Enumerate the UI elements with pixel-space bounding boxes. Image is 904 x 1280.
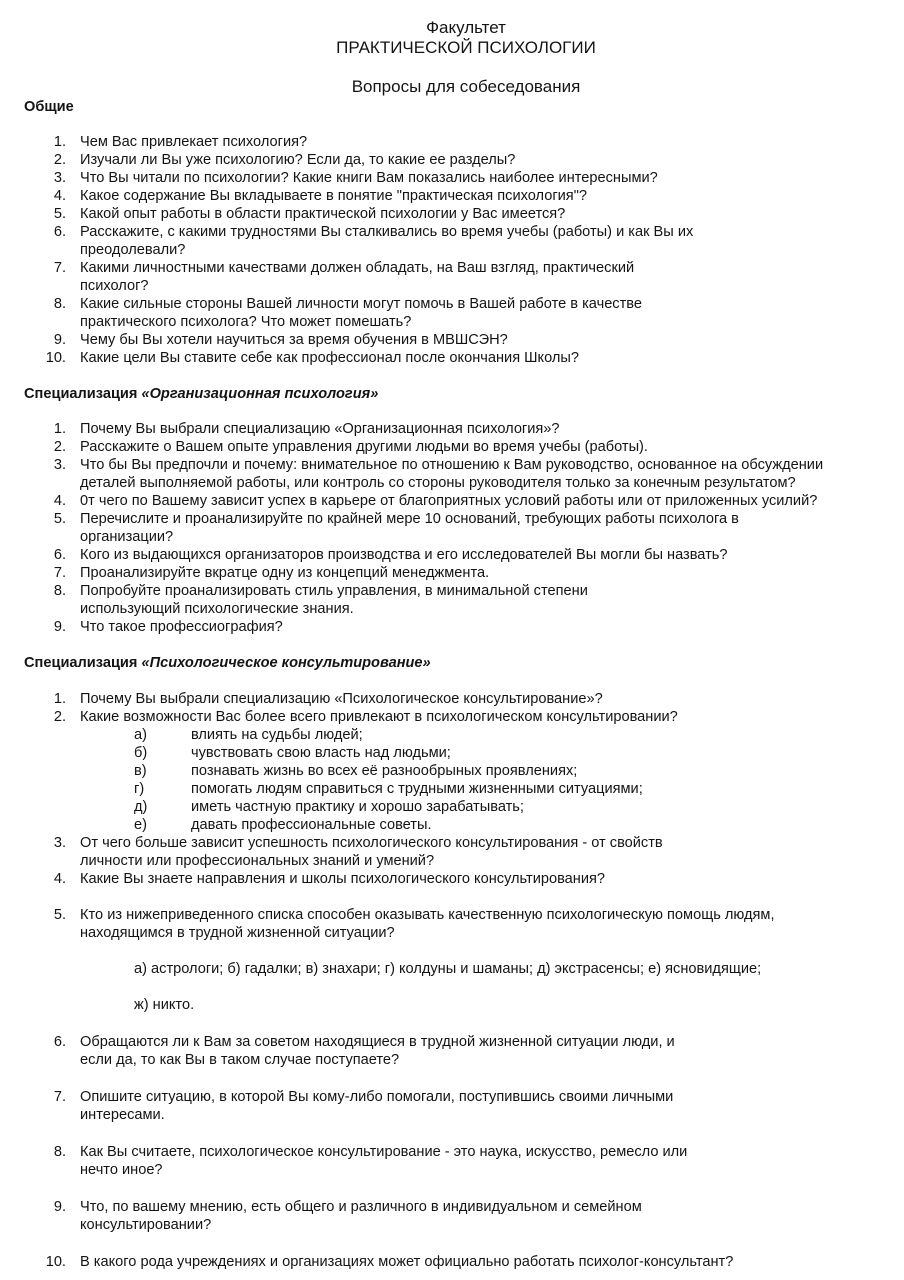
list-item: 1. Почему Вы выбрали специализацию «Организационная психология»? (53, 421, 560, 437)
consult-questions-list-end (24, 1033, 880, 1271)
option-item: г) помогать людям справиться с трудными жизненными ситуациями; (134, 781, 643, 797)
section-consult-title: Специализация «Психологическое консультирование» (24, 655, 431, 671)
list-item: 1. Почему Вы выбрали специализацию «Психологическое консультирование»? (53, 691, 603, 707)
option-item: д) иметь частную практику и хорошо зарабатывать; (134, 799, 524, 815)
list-item: 5. Кто из нижеприведенного списка способен оказывать качественную психологическую помощь людям, находящимся в трудной жизненной ситуации? (53, 907, 775, 941)
department-heading: ПРАКТИЧЕСКОЙ ПСИХОЛОГИИ (336, 38, 596, 57)
faculty-heading: Факультет (426, 18, 506, 37)
list-item: 3. Что бы Вы предпочли и почему: внимательное по отношению к Вам руководство, основанное на обсуждении деталей выполняемой работы, или контроль со стороны руководителя только за конечным результатом? (53, 457, 824, 491)
section-org-title: Специализация «Организационная психология» (24, 386, 379, 402)
list-item: 6. Обращаются ли к Вам за советом находящиеся в трудной жизненной ситуации люди, и если да, то как Вы в таком случае поступаете? (53, 1034, 675, 1068)
list-item: 3. От чего больше зависит успешность психологического консультирования - от свойств личности или профессиональных знаний и умений? (53, 835, 663, 869)
option-item: е) давать профессиональные советы. (134, 817, 432, 833)
org-questions-list (24, 420, 880, 636)
list-item: 1. Чем Вас привлекает психология? (53, 134, 308, 150)
consult-questions-list-cont (24, 834, 880, 942)
list-item: 2. Изучали ли Вы уже психологию? Если да, то какие ее разделы? (53, 152, 516, 168)
list-item: 9. Что такое профессиография? (53, 619, 283, 635)
list-item: 7. Какими личностными качествами должен обладать, на Ваш взгляд, практический психолог? (53, 260, 635, 294)
general-questions-list (24, 133, 880, 367)
list-item: 3. Что Вы читали по психологии? Какие книги Вам показались наиболее интересными? (53, 170, 658, 186)
list-item: 6. Расскажите, с какими трудностями Вы сталкивались во время учебы (работы) и как Вы их преодолевали? (53, 224, 694, 258)
list-item: 7. Проанализируйте вкратце одну из концепций менеджмента. (53, 565, 490, 581)
list-item: 4. 0т чего по Вашему зависит успех в карьере от благоприятных условий работы или от приложенных усилий? (53, 493, 818, 509)
section-general-title: Общие (24, 99, 74, 115)
list-item: 6. Кого из выдающихся организаторов производства и его исследователей Вы могли бы назвать? (53, 547, 728, 563)
q5-option-last: ж) никто. (134, 997, 195, 1013)
list-item: 9. Чему бы Вы хотели научиться за время обучения в МВШСЭН? (53, 332, 508, 348)
list-item: 5. Какой опыт работы в области практической психологии у Вас имеется? (53, 206, 566, 222)
list-item: 9. Что, по вашему мнению, есть общего и различного в индивидуальном и семейном консультировании? (53, 1199, 642, 1233)
consult-questions-list (24, 690, 880, 726)
list-item: 8. Как Вы считаете, психологическое консультирование - это наука, искусство, ремесло или нечто иное? (53, 1144, 688, 1178)
list-item: 7. Опишите ситуацию, в которой Вы кому-либо помогали, поступившись своими личными интересами. (53, 1089, 674, 1123)
list-item: 4. Какое содержание Вы вкладываете в понятие "практическая психология"? (53, 188, 588, 204)
list-item: 4. Какие Вы знаете направления и школы психологического консультирования? (53, 871, 606, 887)
option-item: а) влиять на судьбы людей; (134, 727, 363, 743)
q5-options-line: а) астрологи; б) гадалки; в) знахари; г) колдуны и шаманы; д) экстрасенсы; е) ясновидящие; (134, 961, 762, 977)
document-subtitle: Вопросы для собеседования (351, 77, 581, 96)
list-item: 2. Какие возможности Вас более всего привлекают в психологическом консультировании? (53, 709, 678, 725)
list-item: 8. Попробуйте проанализировать стиль управления, в минимальной степени использующий психологические знания. (53, 583, 588, 617)
option-item: б) чувствовать свою власть над людьми; (134, 745, 451, 761)
option-item: в) познавать жизнь во всех её разнообрыных проявлениях; (134, 763, 578, 779)
list-item: 10. Какие цели Вы ставите себе как профессионал после окончания Школы? (45, 350, 579, 366)
list-item: 2. Расскажите о Вашем опыте управления другими людьми во время учебы (работы). (53, 439, 648, 455)
list-item: 8. Какие сильные стороны Вашей личности могут помочь в Вашей работе в качестве практического психолога? Что может помешать? (53, 296, 642, 330)
q2-options-list (24, 726, 880, 834)
list-item: 10. В какого рода учреждениях и организациях может официально работать психолог-консультант? (45, 1254, 734, 1270)
list-item: 5. Перечислите и проанализируйте по крайней мере 10 оснований, требующих работы психолога в организации? (53, 511, 739, 545)
